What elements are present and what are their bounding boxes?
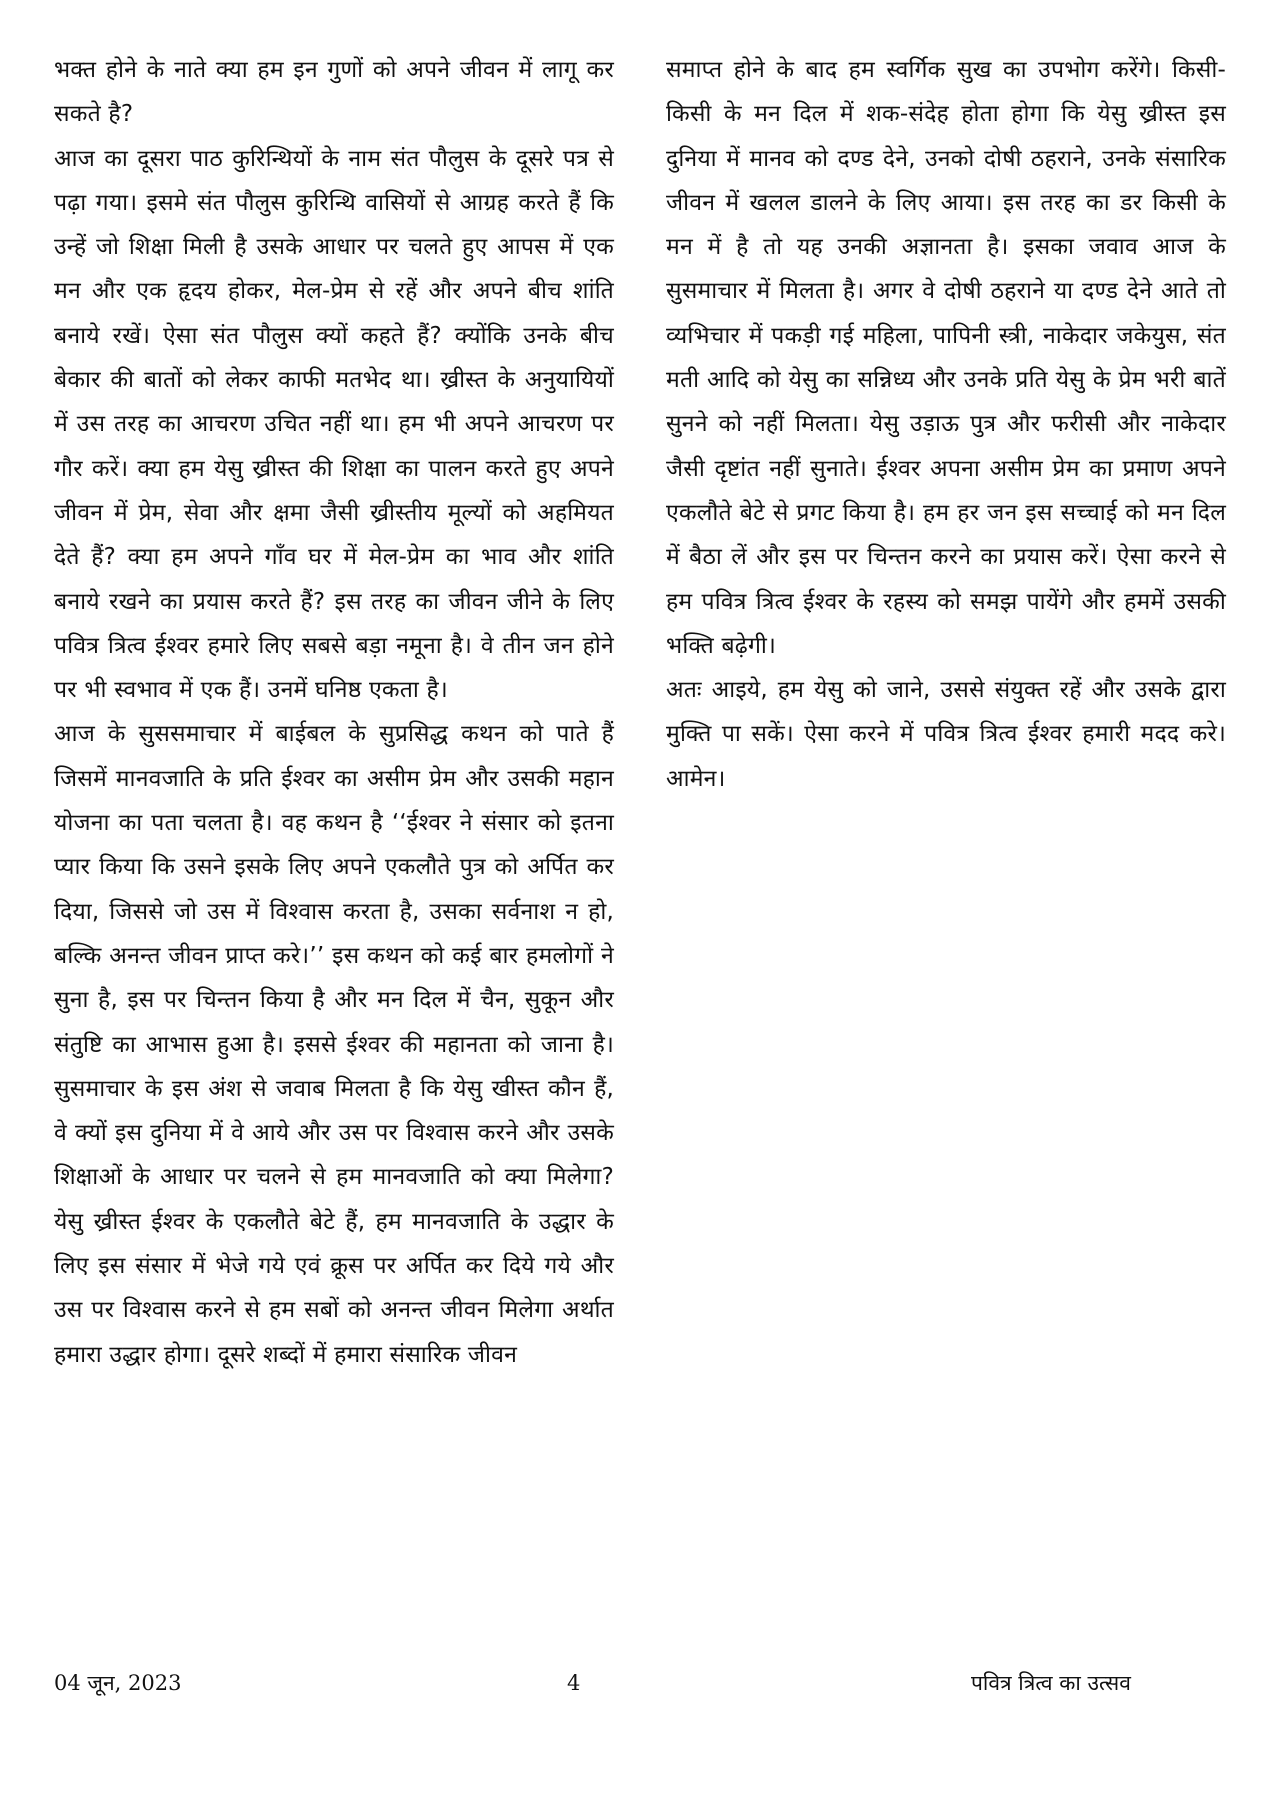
paragraph-devotee-question: भक्त होने के नाते क्या हम इन गुणों को अपने जीवन में लागू कर सकते है?	[54, 57, 614, 128]
footer-page-number: 4	[567, 1671, 581, 1695]
paragraph-second-reading: आज का दूसरा पाठ कुरिन्थियों के नाम संत पौलुस के दूसरे पत्र से पढ़ा गया। इसमे संत पौलुस कुरिन्थि वासियों से आग्रह करते हैं कि उन्हें जो शिक्षा मिली है उसके आधार पर चलते हुए आपस में एक मन और एक हृदय होकर, मेल-प्रेम से रहें और अपने बीच शांति बनाये रखें। ऐसा संत पौलुस क्यों कहते हैं? क्योंकि उनके बीच बेकार की बातों को लेकर काफी मतभेद था। ख्रीस्त के अनुयायियों में उस तरह का आचरण उचित नहीं था। हम भी अपने आचरण पर गौर करें। क्या हम येसु ख्रीस्त की शिक्षा का पालन करते हुए अपने जीवन में प्रेम, सेवा और क्षमा जैसी ख्रीस्तीय मूल्यों को अहमियत देते हैं? क्या हम अपने गाँव घर में मेल-प्रेम का भाव और शांति बनाये रखने का प्रयास करते हैं? इस तरह का जीवन जीने के लिए पवित्र त्रित्व ईश्वर हमारे लिए सबसे बड़ा नमूना है। वे तीन जन होने पर भी स्वभाव में एक हैं। उनमें घनिष्ठ एकता है।	[54, 145, 614, 704]
left-column	[54, 48, 614, 1377]
paragraph-gospel-reflection: आज के सुससमाचार में बाईबल के सुप्रसिद्ध कथन को पाते हैं जिसमें मानवजाति के प्रति ईश्वर का असीम प्रेम और उसकी महान योजना का पता चलता है। वह कथन है ‘‘ईश्वर ने संसार को इतना प्यार किया कि उसने इसके लिए अपने एकलौते पुत्र को अर्पित कर दिया, जिससे जो उस में विश्वास करता है, उसका सर्वनाश न हो, बल्कि अनन्त जीवन प्राप्त करे।’’ इस कथन को कई बार हमलोगों ने सुना है, इस पर चिन्तन किया है और मन दिल में चैन, सुकून और संतुष्टि का आभास हुआ है। इससे ईश्वर की महानता को जाना है। सुसमाचार के इस अंश से जवाब मिलता है कि येसु खीस्त कौन हैं, वे क्यों इस दुनिया में वे आये और उस पर विश्वास करने और उसके शिक्षाओं के आधार पर चलने से हम मानवजाति को क्या मिलेगा? येसु ख्रीस्त ईश्वर के एकलौते बेटे हैं, हम मानवजाति के उद्धार के लिए इस संसार में भेजे गये एवं क्रूस पर अर्पित कर दिये गये और उस पर विश्वास करने से हम सबों को अनन्त जीवन मिलेगा अर्थात हमारा उद्धार होगा। दूसरे शब्दों में हमारा संसारिक जीवन	[54, 721, 614, 1368]
footer-date: 04 जून, 2023	[54, 1671, 182, 1695]
footer-title: पवित्र त्रित्व का उत्सव	[971, 1671, 1131, 1695]
paragraph-closing-prayer: अतः आइये, हम येसु को जाने, उससे संयुक्त रहें और उसके द्वारा मुक्ति पा सकें। ऐसा करने में पवित्र त्रित्व ईश्वर हमारी मदद करे। आमेन।	[666, 677, 1226, 792]
right-column	[666, 48, 1226, 801]
paragraph-eternal-life: समाप्त होने के बाद हम स्वर्गिक सुख का उपभोग करेंगे। किसी-किसी के मन दिल में शक-संदेह होता होगा कि येसु ख्रीस्त इस दुनिया में मानव को दण्ड देने, उनको दोषी ठहराने, उनके संसारिक जीवन में खलल डालने के लिए आया। इस तरह का डर किसी के मन में है तो यह उनकी अज्ञानता है। इसका जवाव आज के सुसमाचार में मिलता है। अगर वे दोषी ठहराने या दण्ड देने आते तो व्यभिचार में पकड़ी गई महिला, पापिनी स्त्री, नाकेदार जकेयुस, संत मती आदि को येसु का सन्निध्य और उनके प्रति येसु के प्रेम भरी बातें सुनने को नहीं मिलता। येसु उड़ाऊ पुत्र और फरीसी और नाकेदार जैसी दृष्टांत नहीं सुनाते। ईश्वर अपना असीम प्रेम का प्रमाण अपने एकलौते बेटे से प्रगट किया है। हम हर जन इस सच्चाई को मन दिल में बैठा लें और इस पर चिन्तन करने का प्रयास करें। ऐसा करने से हम पवित्र त्रित्व ईश्वर के रहस्य को समझ पायेंगे और हममें उसकी भक्ति बढ़ेगी।	[666, 57, 1226, 659]
